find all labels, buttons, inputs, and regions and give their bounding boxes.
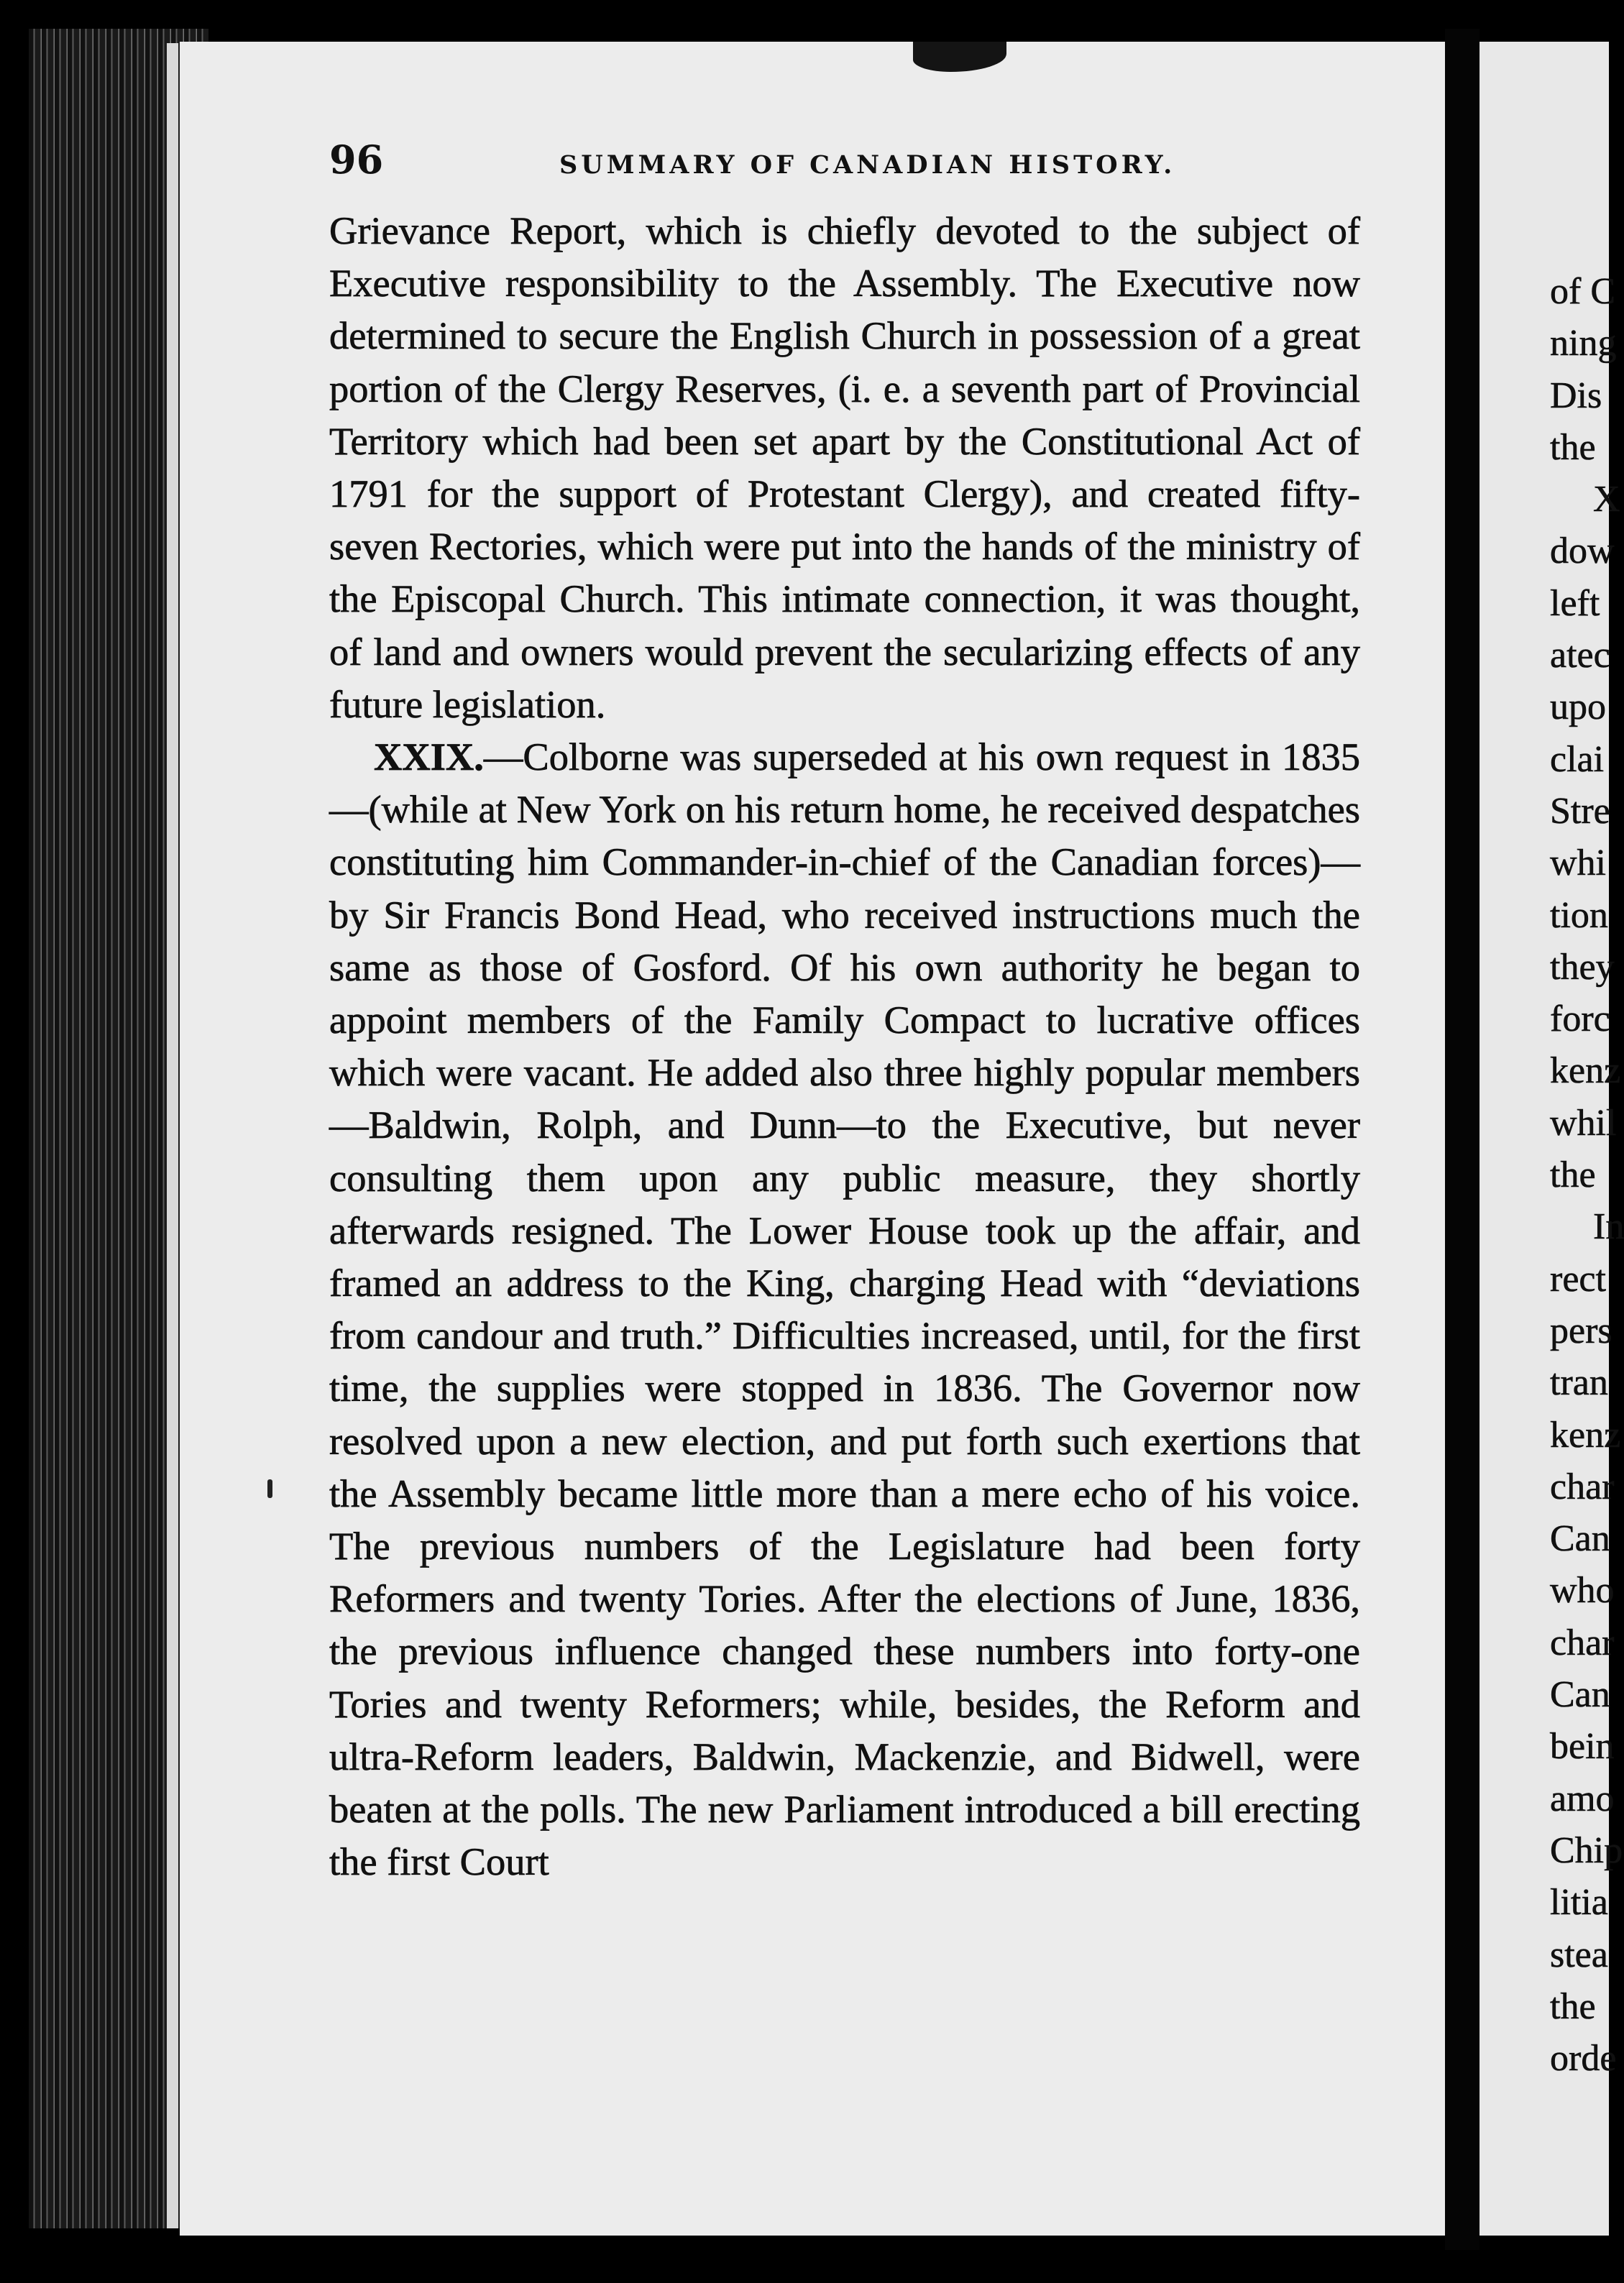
facing-line: the [1550,1154,1596,1196]
facing-line: Chip [1550,1829,1623,1871]
left-page [180,42,1445,2236]
facing-line: litia [1550,1882,1608,1924]
facing-line: the [1550,1985,1596,2027]
facing-line: dow [1550,530,1615,572]
facing-line: In [1593,1206,1624,1248]
body-text [329,204,1360,1888]
facing-line: left [1550,582,1600,624]
facing-line: rect [1550,1258,1606,1300]
facing-line: clai [1550,738,1605,780]
facing-line: orde [1550,2038,1617,2080]
facing-line: X [1593,479,1620,520]
gutter-shadow [1445,29,1480,2250]
paragraph-1: Grievance Report, which is chiefly devoted to the subject of Executive responsibility to the Assembly. The Executive now determined to secure the English Church in possession of a great portion of the Clergy Reserves, (i. e. a seventh part of Provincial Territory which had been set apart by the Constitutional Act of 1791 for the support of Protestant Clergy), and created fifty-seven Rectories, which were put into the hands of the ministry of the Episcopal Church. This intimate connection, it was thought, of land and owners would prevent the secularizing effects of any future legislation. [329,208,1360,726]
facing-line: pers [1550,1310,1612,1351]
facing-line: whil [1550,1102,1617,1144]
running-title: SUMMARY OF CANADIAN HISTORY. [559,150,1176,180]
margin-mark [267,1479,272,1498]
facing-line: of C [1550,271,1615,312]
facing-line: Dis [1550,375,1602,416]
facing-line: kenz [1550,1414,1621,1456]
facing-page [1480,42,1624,2236]
facing-line: Can [1550,1674,1610,1716]
facing-line: upo [1550,686,1606,728]
facing-line: kenz [1550,1050,1621,1092]
facing-line: they [1550,946,1615,988]
facing-line: Can [1550,1518,1610,1560]
facing-line: the [1550,426,1596,468]
section-marker: XXIX. [374,735,484,779]
page-content [329,137,1360,1888]
facing-line: Stre [1550,790,1610,832]
facing-line: forc [1550,998,1610,1040]
facing-line: char [1550,1466,1615,1507]
running-head [329,137,1360,194]
facing-line: amo [1550,1778,1615,1819]
facing-page-text [1550,266,1624,2085]
facing-line: who [1550,1570,1615,1612]
facing-line: tran [1550,1362,1608,1404]
page-number: 96 [329,137,384,183]
facing-line: ning [1550,323,1617,364]
facing-line: stea [1550,1934,1608,1975]
facing-line: bein [1550,1726,1615,1768]
paragraph-2-text: —Colborne was superseded at his own request in 1835—(while at New York on his return home, he received despatches constituting him Commander-in-chief of the Canadian forces)—by Sir Francis Bond Head, who received instructions much the same as those of Gosford. Of his own authority he began to appoint members of the Family Compact to lucrative offices which were vacant. He added also three highly popular members—Baldwin, Rolph, and Dunn—to the Executive, but never consulting them upon any public measure, they shortly afterwards resigned. The Lower House took up the affair, and framed an address to the King, charging Head with “deviations from candour and truth.” Difficulties increased, until, for the first time, the supplies were stopped in 1836. The Governor now resolved upon a new election, and put forth such exertions that the Assembly became little more than a mere echo of his voice. The previous numbers of the Legislature had been forty Reformers and twenty Tories. After the elections of June, 1836, the previous influence changed these numbers into forty-one Tories and twenty Reformers; while, besides, the Reform and ultra-Reform leaders, Baldwin, Mackenzie, and Bidwell, were beaten at the polls. The new Parliament introduced a bill erecting the first Court [329,735,1360,1884]
page-spine [167,43,178,2228]
facing-line: tion [1550,894,1608,936]
facing-line: atec [1550,635,1610,676]
paragraph-2 [329,730,1360,1888]
facing-line: char [1550,1622,1615,1663]
facing-line: whi [1550,842,1606,884]
